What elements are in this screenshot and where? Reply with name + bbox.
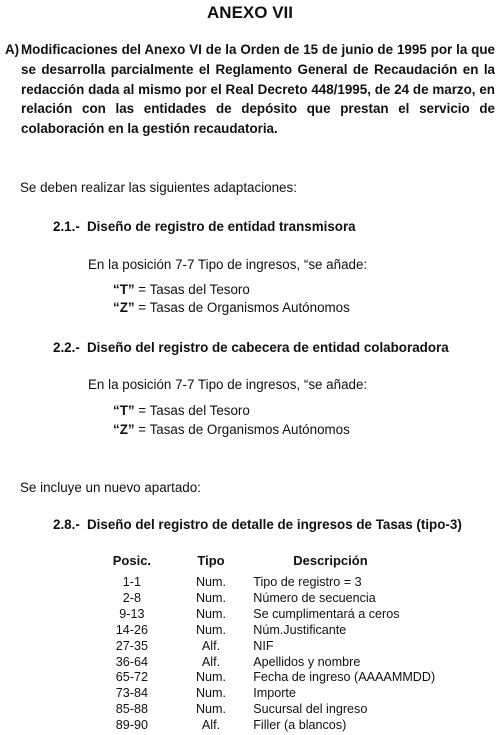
cell-posic: 1-1 <box>122 575 141 589</box>
cell-descripcion: Se cumplimentará a ceros <box>253 606 400 621</box>
section-2-1-number: 2.1.- <box>53 219 80 234</box>
intro-paragraph: Se deben realizar las siguientes adaptaciones: <box>20 180 297 195</box>
section-2-8-number: 2.8.- <box>53 517 80 532</box>
section-2-1-item-t <box>113 282 250 297</box>
section-2-2-title: Diseño del registro de cabecera de entidad colaboradora <box>87 340 449 355</box>
cell-tipo: Num. <box>195 575 227 589</box>
cell-tipo: Num. <box>195 686 227 701</box>
table-row <box>95 575 500 591</box>
cell-descripcion: Núm.Justificante <box>253 622 347 637</box>
table-row <box>95 655 500 671</box>
new-section-intro: Se incluye un nuevo apartado: <box>20 480 201 495</box>
section-a-text: Modificaciones del Anexo VI de la Orden de 15 de junio de 1995 por la que se desarrolla parcialmente el Reglamento General de Recaudación en la redacción dada al mismo por el Real Decreto 448/1995, de 24 de marzo, en relación con las entidades de depósito que prestan el servicio de colaboración en la gestión recaudatoria. <box>21 42 495 137</box>
cell-posic: 27-35 <box>115 638 148 653</box>
cell-tipo: Num. <box>195 670 227 685</box>
cell-posic: 36-64 <box>115 654 148 669</box>
cell-posic: 85-88 <box>115 702 148 717</box>
section-2-2-item-t <box>113 403 250 418</box>
cell-descripcion: Fecha de ingreso (AAAAMMDD) <box>253 670 436 685</box>
cell-descripcion: Sucursal del ingreso <box>253 702 368 717</box>
annex-title: ANEXO VII <box>207 3 293 22</box>
section-a-marker: A) <box>5 42 20 57</box>
section-a <box>5 40 495 139</box>
table-row <box>95 718 500 734</box>
cell-posic: 89-90 <box>115 718 148 733</box>
record-layout-table <box>95 553 500 734</box>
cell-tipo: Alf. <box>201 718 221 733</box>
cell-posic: 9-13 <box>119 606 145 621</box>
cell-tipo: Alf. <box>201 654 221 669</box>
table-row <box>95 623 500 639</box>
section-2-1-text: En la posición 7-7 Tipo de ingresos, “se añade: <box>88 257 368 272</box>
item-desc: = Tasas de Organismos Autónomos <box>134 422 350 437</box>
table-row <box>95 670 500 686</box>
cell-posic: 14-26 <box>115 622 148 637</box>
column-header-tipo: Tipo <box>197 553 225 568</box>
item-code: “Z” <box>113 422 135 437</box>
cell-tipo: Num. <box>195 702 227 717</box>
cell-tipo: Num. <box>195 622 227 637</box>
section-2-1-title: Diseño de registro de entidad transmisora <box>87 219 356 234</box>
section-2-1-item-z <box>113 300 350 315</box>
cell-posic: 73-84 <box>115 686 148 701</box>
item-code: “T” <box>113 282 135 297</box>
table-row <box>95 639 500 655</box>
cell-descripcion: Importe <box>253 686 296 701</box>
table-row <box>95 591 500 607</box>
table-body <box>95 575 500 734</box>
section-2-8-heading <box>53 517 462 532</box>
item-code: “T” <box>113 403 135 418</box>
table-header-row <box>95 553 500 575</box>
column-header-descripcion: Descripción <box>293 553 368 568</box>
table-row <box>95 607 500 623</box>
item-code: “Z” <box>113 300 135 315</box>
cell-tipo: Num. <box>195 590 227 605</box>
section-2-2-number: 2.2.- <box>53 340 80 355</box>
cell-descripcion: NIF <box>253 638 274 653</box>
table-row <box>95 686 500 702</box>
cell-descripcion: Apellidos y nombre <box>253 654 361 669</box>
cell-descripcion: Filler (a blancos) <box>253 718 347 733</box>
section-2-2-item-z <box>113 422 350 437</box>
table-row <box>95 702 500 718</box>
item-desc: = Tasas del Tesoro <box>134 403 250 418</box>
column-header-posic: Posic. <box>112 553 152 568</box>
section-2-2-heading <box>53 340 449 355</box>
item-desc: = Tasas de Organismos Autónomos <box>134 300 350 315</box>
section-2-2-text: En la posición 7-7 Tipo de ingresos, “se añade: <box>88 377 368 392</box>
cell-tipo: Num. <box>195 606 227 621</box>
section-2-8-title: Diseño del registro de detalle de ingresos de Tasas (tipo-3) <box>87 517 462 532</box>
cell-descripcion: Tipo de registro = 3 <box>253 575 362 589</box>
section-2-1-heading <box>53 219 356 234</box>
cell-descripcion: Número de secuencia <box>253 590 376 605</box>
item-desc: = Tasas del Tesoro <box>134 282 250 297</box>
cell-posic: 2-8 <box>122 590 141 605</box>
cell-posic: 65-72 <box>115 670 148 685</box>
cell-tipo: Alf. <box>201 638 221 653</box>
